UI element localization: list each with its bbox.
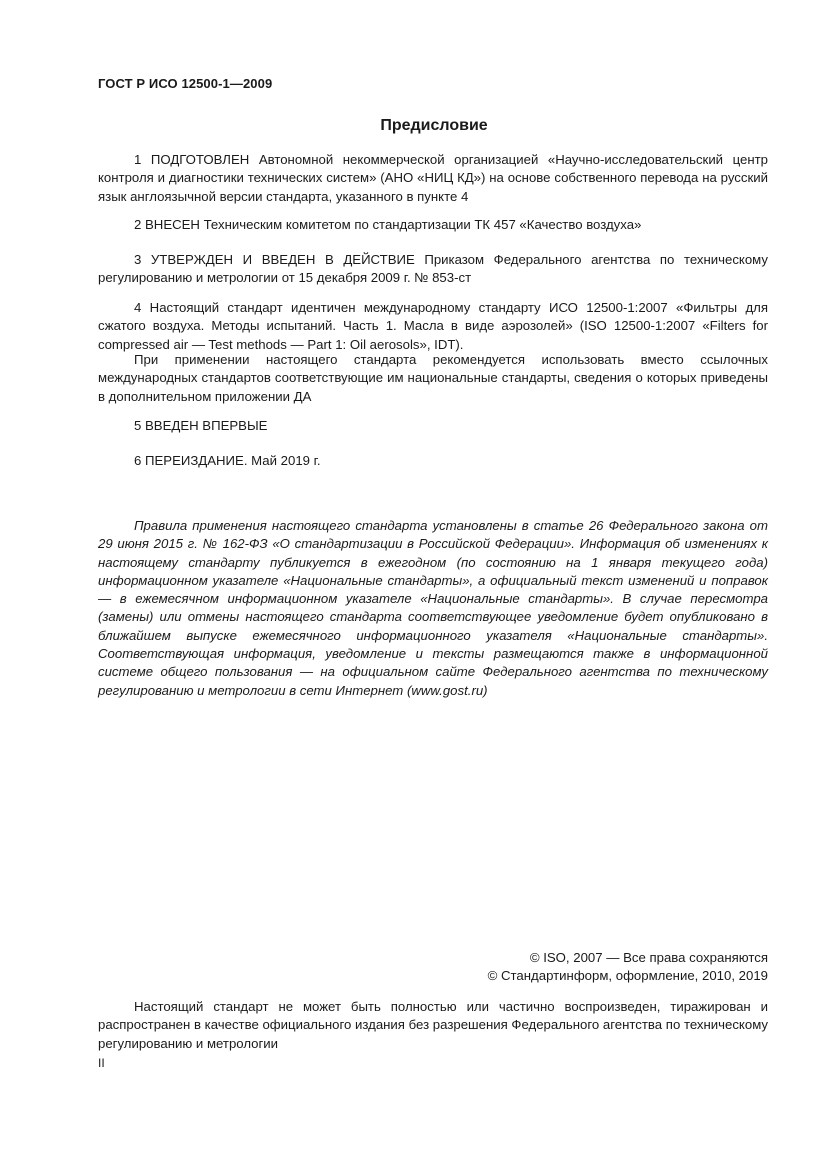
page-number: II [98,1056,105,1070]
rules-note: Правила применения настоящего стандарта установлены в статье 26 Федерального закона от 29 июня 2015 г. № 162-ФЗ «О стандартизации в Российской Федерации». Информация об изменениях к настоящему стандарту публикуется в ежегодном (по состоянию на 1 января текущего года) информационном указателе «Национальные стандарты», а официальный текст изменений и поправок — в ежемесячном информационном указателе «Национальные стандарты». В случае пересмотра (замены) или отмены настоящего стандарта соответствующее уведомление будет опубликовано в ближайшем выпуске ежемесячного информационного указателя «Национальные стандарты». Соответствующая информация, уведомление и тексты размещаются также в информационной системе общего пользования — на официальном сайте Федерального агентства по техническому регулированию и метрологии в сети Интернет (www.gost.ru) [98,518,768,698]
preface-item-4-note: При применении настоящего стандарта рекомендуется использовать вместо ссылочных международных стандартов соответствующие им национальные стандарты, сведения о которых приведены в дополнительном приложении ДА [98,352,768,404]
preface-item-1: 1 ПОДГОТОВЛЕН Автономной некоммерческой организацией «Научно-исследовательский центр контроля и диагностики технических систем» (АНО «НИЦ КД») на основе собственного перевода на русский язык англоязычной версии стандарта, указанного в пункте 4 [98,152,768,204]
reproduction-notice: Настоящий стандарт не может быть полностью или частично воспроизведен, тиражирован и распространен в качестве официального издания без разрешения Федерального агентства по техническому регулированию и метрологии [98,999,768,1051]
preface-item-6: 6 ПЕРЕИЗДАНИЕ. Май 2019 г. [134,453,321,468]
preface-item-2: 2 ВНЕСЕН Техническим комитетом по стандартизации ТК 457 «Качество воздуха» [134,217,642,232]
copyright-standartinform: © Стандартинформ, оформление, 2010, 2019 [487,968,768,983]
preface-item-4: 4 Настоящий стандарт идентичен международному стандарту ИСО 12500-1:2007 «Фильтры для сжатого воздуха. Методы испытаний. Часть 1. Масла в виде аэрозолей» (ISO 12500-1:2007 «Filters for compressed air — Test methods — Part 1: Oil aerosols», IDT). [98,300,768,352]
copyright-iso: © ISO, 2007 — Все права сохраняются [529,950,768,965]
document-code: ГОСТ Р ИСО 12500-1—2009 [98,76,273,91]
page-title: Предисловие [380,117,488,134]
preface-item-3: 3 УТВЕРЖДЕН И ВВЕДЕН В ДЕЙСТВИЕ Приказом Федерального агентства по техническому регулированию и метрологии от 15 декабря 2009 г. № 853-ст [98,252,768,286]
preface-item-5: 5 ВВЕДЕН ВПЕРВЫЕ [134,418,268,433]
